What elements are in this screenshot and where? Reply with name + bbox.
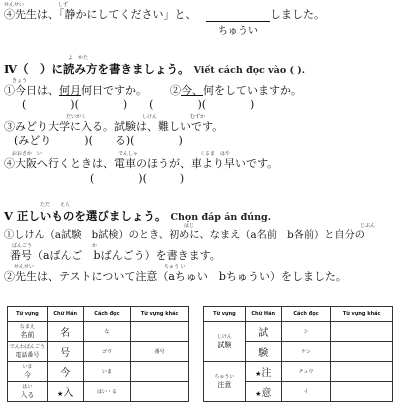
star-icon: ★	[255, 390, 262, 398]
furigana: はじ	[184, 223, 195, 229]
text: ②	[170, 84, 181, 97]
furigana: むずか	[190, 114, 206, 120]
kanji-cell	[245, 322, 281, 342]
section-5-line-1: ①しけん（a試験 b試検）のとき、初めに、なまえ（a名前 b各前）と自分の	[4, 230, 365, 241]
kanji: 名	[60, 328, 71, 339]
other-vocab-cell	[131, 322, 189, 342]
answer-parentheses: ( )( )	[90, 172, 185, 185]
furigana: しけん	[216, 333, 232, 340]
furigana: ただ えら	[40, 202, 71, 208]
other-vocab-cell	[131, 362, 189, 382]
word-text: 注意	[217, 380, 232, 389]
furigana: きょう	[12, 78, 28, 84]
furigana: ちゅうい	[214, 373, 235, 380]
target-word: 難しいです。	[158, 120, 224, 133]
kanji: 験	[258, 348, 269, 359]
furigana: よ かた	[68, 55, 89, 61]
furigana: おおさか い	[12, 151, 43, 157]
reading-cell: いま	[83, 362, 131, 382]
reading-cell: ケン	[281, 342, 331, 362]
col-header: Từ vựng khác	[131, 307, 189, 322]
kanji-cell	[47, 382, 83, 402]
furigana: でんわばんごう	[9, 344, 45, 350]
furigana: じぶん	[360, 223, 376, 229]
vocab-word	[204, 322, 246, 362]
kanji: 号	[60, 348, 71, 359]
answer-parentheses: ( )( ) ( )( )	[22, 98, 255, 111]
other-vocab-cell	[331, 342, 393, 362]
other-vocab-cell	[331, 322, 393, 342]
table-row	[8, 362, 189, 382]
vocab-word	[204, 362, 246, 402]
section-4-line-3	[4, 120, 223, 133]
furigana: しず	[58, 2, 69, 8]
col-header: Cách đọc	[281, 307, 331, 322]
table-row	[8, 382, 189, 402]
furigana: せんせい	[14, 264, 35, 270]
kanji-cell	[245, 362, 281, 382]
furigana: でんしゃ	[118, 151, 139, 157]
section-5-heading	[4, 208, 271, 224]
other-vocab-cell	[131, 382, 189, 402]
word-text: 入る	[20, 390, 35, 399]
answer-parentheses: (みどり )( る)( )	[14, 134, 183, 147]
furigana: だいがく	[66, 114, 87, 120]
section-4-line-1	[4, 84, 147, 97]
kanji: 試	[258, 328, 269, 339]
other-vocab-cell	[331, 382, 393, 402]
target-word: 車より早いです。	[191, 157, 279, 170]
question-4-text: ④先生は、「静かにしてください」と、	[4, 8, 197, 21]
reading-cell: はい・る	[83, 382, 131, 402]
word-text: 試験	[217, 340, 232, 349]
target-word: 試験は、	[114, 120, 158, 133]
question-4-suffix: しました。	[270, 8, 325, 21]
kanji-cell	[47, 362, 83, 382]
col-header: Từ vựng	[8, 307, 48, 322]
section-4-heading	[4, 61, 305, 77]
vocab-word	[8, 382, 48, 402]
kanji-cell	[47, 322, 83, 342]
word-text: 名前	[20, 330, 35, 339]
section-5-title: Ⅴ 正しいものを選びましょう。	[4, 209, 167, 223]
section-4-vietnamese: Viết cách đọc vào ( ).	[193, 65, 306, 76]
furigana: なまえ	[19, 323, 35, 330]
text: 何をしていますか。	[203, 84, 302, 97]
table-row	[204, 322, 393, 342]
table-header-row	[204, 307, 393, 322]
reading-cell: チュウ	[281, 362, 331, 382]
section-5-vietnamese: Chọn đáp án đúng.	[170, 212, 271, 223]
target-word: 今、	[181, 84, 203, 97]
reading-cell: な	[83, 322, 131, 342]
target-word: 電車のほうが、	[114, 157, 191, 170]
text: ③	[4, 120, 15, 133]
star-icon: ★	[57, 390, 64, 398]
table-row	[8, 322, 189, 342]
answer-blank	[206, 21, 270, 22]
kanji-cell	[47, 342, 83, 362]
text: ④大阪へ行くときは、	[4, 157, 114, 170]
word-text: 今	[23, 370, 31, 379]
furigana: はい	[22, 383, 33, 390]
section-4-line-2	[170, 84, 302, 97]
furigana: せんせい	[4, 2, 25, 8]
other-vocab-cell	[331, 362, 393, 382]
section-4-title: Ⅳ（ ）に読み方を書きましょう。	[4, 62, 190, 76]
reading-cell: シ	[281, 322, 331, 342]
star-icon: ★	[255, 370, 262, 378]
furigana: しけん	[142, 114, 158, 120]
col-header: Chữ Hán	[47, 307, 83, 322]
section-5-line-2: 番号（aばんご bばんごう）を書きます。	[10, 249, 221, 262]
reading-cell: イ	[281, 382, 331, 402]
col-header: Chữ Hán	[245, 307, 281, 322]
vocab-table-1	[7, 306, 189, 402]
section-4-line-4	[4, 157, 278, 170]
kanji: 意	[261, 388, 272, 399]
vocab-word	[8, 362, 48, 382]
target-word: 入る。	[81, 120, 114, 133]
col-header: Cách đọc	[83, 307, 131, 322]
question-4-answer: ちゅうい	[218, 26, 258, 37]
kanji-cell	[245, 382, 281, 402]
furigana: いま	[22, 363, 33, 370]
vocab-word	[8, 322, 48, 342]
vocab-table-2	[203, 306, 393, 402]
table-row	[204, 362, 393, 382]
col-header: Từ vựng khác	[331, 307, 393, 322]
text: ①今日は、	[4, 84, 59, 97]
col-header: Từ vựng	[204, 307, 246, 322]
vocab-word	[8, 342, 48, 362]
kanji-cell	[245, 342, 281, 362]
target-word: 何月	[59, 84, 81, 97]
furigana: ばんごう か	[12, 243, 98, 249]
table-row	[8, 342, 189, 362]
furigana: くるま はや	[200, 151, 231, 157]
kanji: 今	[60, 368, 71, 379]
word-text: 電話番号	[15, 352, 40, 359]
section-5-line-3: ②先生は、テストについて注意（aちゅい bちゅうい）をしました。	[4, 270, 347, 283]
reading-cell: ゴウ	[83, 342, 131, 362]
kanji: 注	[261, 368, 272, 379]
other-vocab-cell: 番号	[131, 342, 189, 362]
target-word: みどり大学に	[15, 120, 81, 133]
table-header-row	[8, 307, 189, 322]
furigana: ちゅう い	[164, 264, 186, 270]
text: 何日ですか。	[81, 84, 147, 97]
kanji: 入	[63, 388, 74, 399]
